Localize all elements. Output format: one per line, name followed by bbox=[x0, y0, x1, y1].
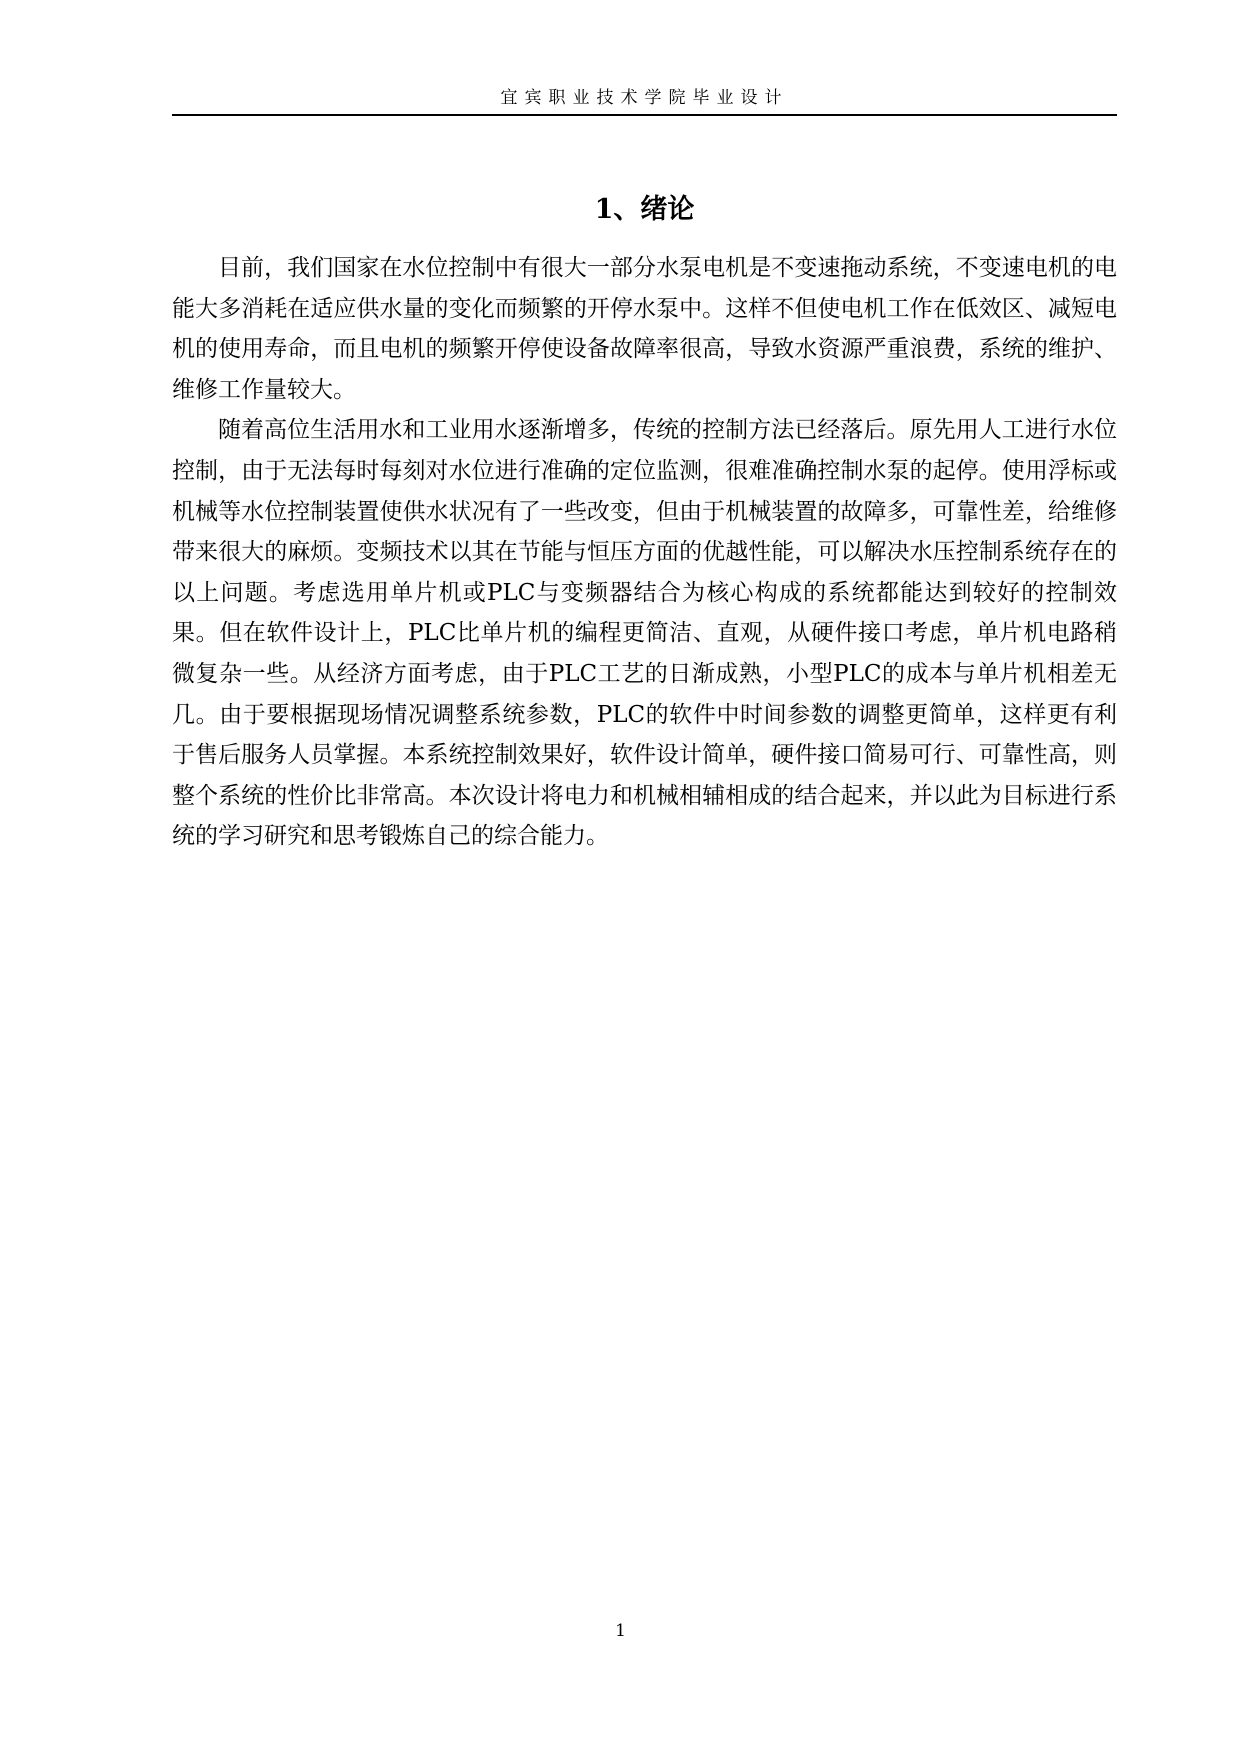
paragraph-1: 目前，我们国家在水位控制中有很大一部分水泵电机是不变速拖动系统，不变速电机的电能大多消耗在适应供水量的变化而频繁的开停水泵中。这样不但使电机工作在低效区、减短电机的使用寿命，而且电机的频繁开停使设备故障率很高，导致水资源严重浪费，系统的维护、维修工作量较大。 bbox=[172, 255, 1117, 403]
body-text bbox=[172, 248, 1117, 857]
paragraph-2: 随着高位生活用水和工业用水逐渐增多，传统的控制方法已经落后。原先用人工进行水位控制，由于无法每时每刻对水位进行准确的定位监测，很难准确控制水泵的起停。使用浮标或机械等水位控制装置使供水状况有了一些改变，但由于机械装置的故障多，可靠性差，给维修带来很大的麻烦。变频技术以其在节能与恒压方面的优越性能，可以解决水压控制系统存在的以上问题。考虑选用单片机或PLC与变频器结合为核心构成的系统都能达到较好的控制效果。但在软件设计上，PLC比单片机的编程更简洁、直观，从硬件接口考虑，单片机电路稍微复杂一些。从经济方面考虑，由于PLC工艺的日渐成熟，小型PLC的成本与单片机相差无几。由于要根据现场情况调整系统参数，PLC的软件中时间参数的调整更简单，这样更有利于售后服务人员掌握。本系统控制效果好，软件设计简单，硬件接口简易可行、可靠性高，则整个系统的性价比非常高。本次设计将电力和机械相辅相成的结合起来，并以此为目标进行系统的学习研究和思考锻炼自己的综合能力。 bbox=[172, 417, 1117, 850]
chapter-title: 1、绪论 bbox=[594, 194, 695, 225]
page-header bbox=[172, 84, 1117, 116]
header-title: 宜宾职业技术学院毕业设计 bbox=[500, 88, 789, 108]
page-number: 1 bbox=[615, 1621, 626, 1641]
